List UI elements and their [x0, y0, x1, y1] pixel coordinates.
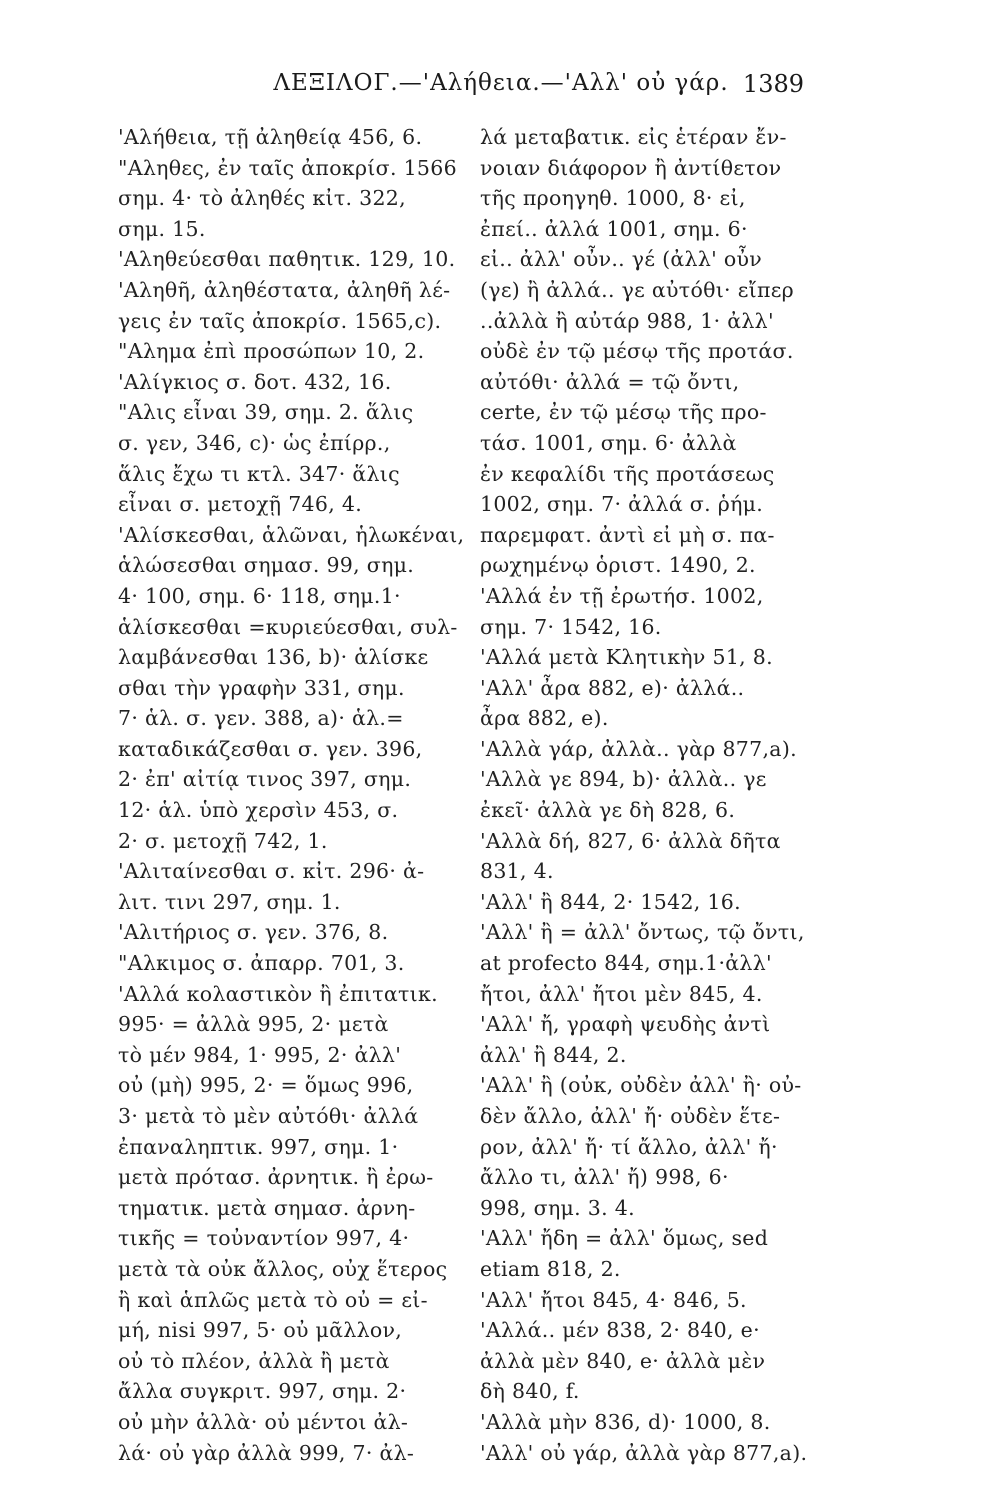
- entry-line: μετὰ πρότασ. ἀρνητικ. ἢ ἐρω-: [118, 1165, 434, 1190]
- entry-line: ἁλίσκεσθαι =κυριεύεσθαι, συλ-: [118, 614, 458, 639]
- entry-line: αὐτόθι· ἀλλά = τῷ ὄντι,: [480, 369, 740, 394]
- entry-line: 4· 100, σημ. 6· 118, σημ.1·: [118, 583, 401, 608]
- entry-line: τικῆς = τοὐναντίον 997, 4·: [118, 1226, 410, 1251]
- entry-line: "Αλκιμος σ. ἀπαρρ. 701, 3.: [118, 951, 405, 976]
- entry-line: νοιαν διάφορον ἢ ἀντίθετον: [480, 155, 782, 180]
- entry-line: γεις ἐν ταῖς ἀποκρίσ. 1565,c).: [118, 308, 442, 333]
- entry-line: ρον, ἀλλ' ἤ· τί ἄλλο, ἀλλ' ἤ·: [480, 1134, 778, 1159]
- entry-line: καταδικάζεσθαι σ. γεν. 396,: [118, 736, 423, 761]
- header-title: ΛΕΞΙΛΟΓ.—'Αλήθεια.—'Αλλ' οὐ γάρ.: [273, 70, 729, 96]
- entry-line: ἆρα 882, e).: [480, 706, 609, 731]
- entry-line: 998, σημ. 3. 4.: [480, 1195, 635, 1220]
- entry-line: "Αληθες, ἐν ταῖς ἀποκρίσ. 1566: [118, 155, 457, 180]
- entry-line: 2· ἐπ' αἰτίᾳ τινος 397, σημ.: [118, 767, 412, 792]
- entry-line: σ. γεν, 346, c)· ὡς ἐπίρρ.,: [118, 430, 391, 455]
- entry-line: οὐ (μὴ) 995, 2· = ὅμως 996,: [118, 1073, 414, 1098]
- entry-line: 2· σ. μετοχῇ 742, 1.: [118, 828, 328, 853]
- entry-line: ..ἀλλὰ ἢ αὐτάρ 988, 1· ἀλλ': [480, 308, 774, 333]
- entry-line: 3· μετὰ τὸ μὲν αὐτόθι· ἀλλά: [118, 1104, 419, 1128]
- entry-line: ἄλλα συγκριτ. 997, σημ. 2·: [118, 1379, 407, 1404]
- entry-line: 7· ἁλ. σ. γεν. 388, a)· ἁλ.=: [118, 706, 404, 731]
- entry-line: 'Αλίγκιος σ. δοτ. 432, 16.: [118, 369, 392, 394]
- entry-line: δὲν ἄλλο, ἀλλ' ἤ· οὐδὲν ἕτε-: [480, 1104, 781, 1128]
- entry-line: 'Αλιταίνεσθαι σ. κἰτ. 296· ἀ-: [118, 859, 425, 884]
- entry-line: 'Αληθεύεσθαι παθητικ. 129, 10.: [118, 247, 456, 272]
- entry-line: ἐπεί.. ἀλλά 1001, σημ. 6·: [480, 216, 748, 241]
- entry-line: λά· οὐ γὰρ ἀλλὰ 999, 7· ἀλ-: [118, 1440, 415, 1465]
- entry-line: 1002, σημ. 7· ἀλλά σ. ῥήμ.: [480, 492, 764, 517]
- entry-line: 'Αλιτήριος σ. γεν. 376, 8.: [118, 920, 389, 945]
- entry-line: τὸ μέν 984, 1· 995, 2· ἀλλ': [118, 1042, 402, 1067]
- entry-line: (γε) ἢ ἀλλά.. γε αὐτόθι· εἴπερ: [480, 277, 794, 302]
- left-column: [118, 122, 465, 1468]
- entry-line: ἤτοι, ἀλλ' ἤτοι μὲν 845, 4.: [480, 981, 763, 1006]
- entry-line: σθαι τὴν γραφὴν 331, σημ.: [118, 675, 405, 700]
- page-number: 1389: [742, 70, 804, 98]
- entry-line: μή, nisi 997, 5· οὐ μᾶλλον,: [118, 1318, 403, 1343]
- entry-line: ἐπαναληπτικ. 997, σημ. 1·: [118, 1134, 399, 1159]
- entry-line: 'Αλλ' ἤδη = ἀλλ' ὅμως, sed: [480, 1226, 769, 1251]
- entry-line: οὐ τὸ πλέον, ἀλλὰ ἢ μετὰ: [118, 1348, 390, 1373]
- entry-line: "Αλημα ἐπὶ προσώπων 10, 2.: [118, 339, 425, 364]
- entry-line: ἀλλὰ μὲν 840, e· ἀλλὰ μὲν: [480, 1348, 766, 1373]
- entry-line: παρεμφατ. ἀντὶ εἰ μὴ σ. πα-: [480, 522, 775, 547]
- running-header: [0, 70, 1002, 110]
- entry-line: ἢ καὶ ἁπλῶς μετὰ τὸ οὐ = εἰ-: [118, 1287, 428, 1312]
- entry-line: τῆς προηγηθ. 1000, 8· εἰ,: [480, 186, 746, 211]
- entry-line: 'Αλλά κολαστικὸν ἢ ἐπιτατικ.: [118, 981, 438, 1006]
- entry-line: 'Αλλ' ἤ, γραφὴ ψευδὴς ἀντὶ: [480, 1012, 771, 1037]
- entry-line: 'Αλλ' ἢ 844, 2· 1542, 16.: [480, 889, 741, 914]
- entry-line: ρωχημένῳ ὁριστ. 1490, 2.: [480, 553, 756, 578]
- entry-line: μετὰ τὰ οὐκ ἄλλος, οὐχ ἕτερος: [118, 1256, 448, 1281]
- entry-line: certe, ἐν τῷ μέσῳ τῆς προ-: [480, 400, 767, 425]
- entry-line: 'Αλλά ἐν τῇ ἐρωτήσ. 1002,: [480, 583, 764, 608]
- entry-line: εἰ.. ἀλλ' οὖν.. γέ (ἀλλ' οὖν: [480, 247, 763, 272]
- entry-line: 'Αλλ' ἆρα 882, e)· ἀλλά..: [480, 675, 745, 700]
- entry-line: 'Αλλ' οὐ γάρ, ἀλλὰ γὰρ 877,a).: [480, 1440, 808, 1465]
- entry-line: 'Αλλά μετὰ Κλητικὴν 51, 8.: [480, 645, 773, 670]
- entry-line: "Αλις εἶναι 39, σημ. 2. ἅλις: [118, 400, 414, 425]
- entry-line: 'Αληθῆ, ἀληθέστατα, ἀληθῆ λέ-: [118, 277, 451, 302]
- entry-line: ἁλώσεσθαι σημασ. 99, σημ.: [118, 553, 415, 578]
- entry-line: ἄλλο τι, ἀλλ' ἤ) 998, 6·: [480, 1165, 729, 1190]
- entry-line: 'Αλλ' ἢ (οὐκ, οὐδὲν ἀλλ' ἢ· οὐ-: [480, 1073, 802, 1098]
- entry-line: λιτ. τινι 297, σημ. 1.: [118, 889, 341, 914]
- entry-line: 'Αλλὰ μὴν 836, d)· 1000, 8.: [480, 1409, 771, 1434]
- entry-line: τηματικ. μετὰ σημασ. ἀρνη-: [118, 1195, 416, 1220]
- entry-line: 831, 4.: [480, 859, 554, 884]
- entry-line: etiam 818, 2.: [480, 1256, 621, 1281]
- entry-line: λά μεταβατικ. εἰς ἑτέραν ἔν-: [480, 125, 787, 149]
- entry-line: 'Αλλὰ γε 894, b)· ἀλλὰ.. γε: [480, 767, 767, 792]
- entry-line: 'Αλλ' ἤτοι 845, 4· 846, 5.: [480, 1287, 747, 1312]
- entry-line: οὐ μὴν ἀλλὰ· οὐ μέντοι ἀλ-: [118, 1409, 409, 1434]
- entry-line: εἶναι σ. μετοχῇ 746, 4.: [118, 492, 363, 517]
- entry-line: σημ. 15.: [118, 216, 206, 241]
- entry-line: οὐδὲ ἐν τῷ μέσῳ τῆς προτάσ.: [480, 339, 794, 364]
- entry-line: λαμβάνεσθαι 136, b)· ἁλίσκε: [118, 645, 429, 670]
- entry-line: 995· = ἀλλὰ 995, 2· μετὰ: [118, 1012, 389, 1037]
- entry-line: ἐκεῖ· ἀλλὰ γε δὴ 828, 6.: [480, 798, 736, 823]
- entry-line: δὴ 840, f.: [480, 1379, 580, 1404]
- entry-line: 'Αλλ' ἢ = ἀλλ' ὄντως, τῷ ὄντι,: [480, 920, 805, 945]
- entry-line: 'Αλήθεια, τῇ ἀληθείᾳ 456, 6.: [118, 125, 423, 149]
- entry-line: ἅλις ἔχω τι κτλ. 347· ἅλις: [118, 461, 400, 486]
- entry-line: ἀλλ' ἢ 844, 2.: [480, 1042, 627, 1067]
- entry-line: 'Αλλὰ δή, 827, 6· ἀλλὰ δῆτα: [480, 828, 781, 853]
- entry-line: ἐν κεφαλίδι τῆς προτάσεως: [480, 461, 775, 486]
- entry-line: 'Αλλὰ γάρ, ἀλλὰ.. γὰρ 877,a).: [480, 736, 797, 761]
- entry-line: τάσ. 1001, σημ. 6· ἀλλὰ: [480, 430, 737, 455]
- entry-line: at profecto 844, σημ.1·ἀλλ': [480, 951, 772, 976]
- entry-line: 'Αλλά.. μέν 838, 2· 840, e·: [480, 1318, 760, 1343]
- right-column: [480, 122, 808, 1468]
- entry-line: σημ. 4· τὸ ἀληθές κἰτ. 322,: [118, 186, 406, 211]
- entry-line: σημ. 7· 1542, 16.: [480, 614, 662, 639]
- entry-line: 'Αλίσκεσθαι, ἁλῶναι, ἡλωκέναι,: [118, 522, 465, 547]
- entry-line: 12· ἁλ. ὑπὸ χερσὶν 453, σ.: [118, 798, 399, 823]
